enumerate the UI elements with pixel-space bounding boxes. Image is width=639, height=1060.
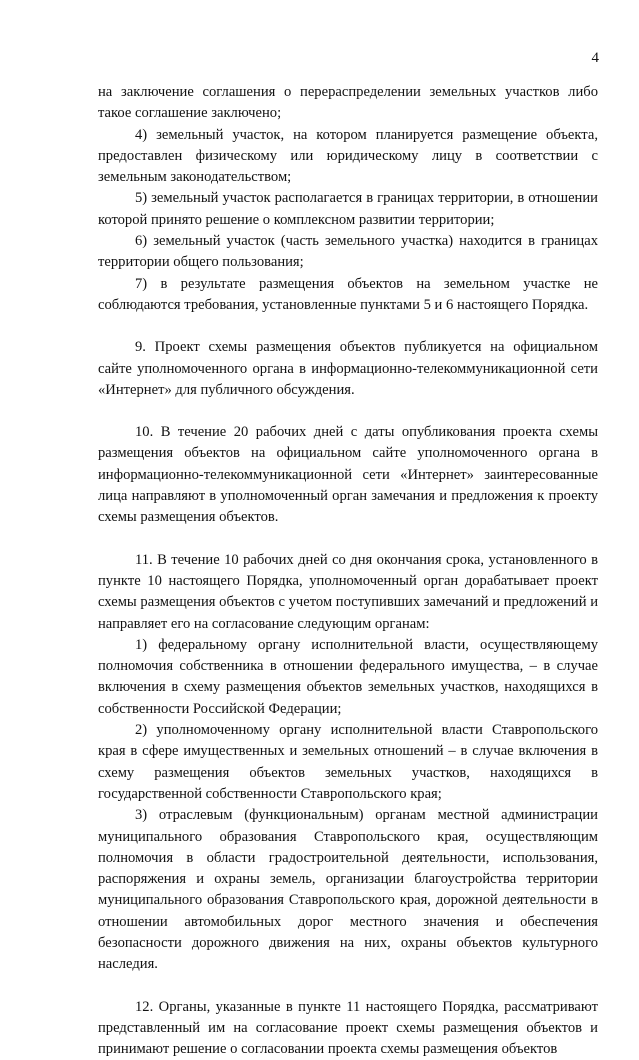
paragraph-item-6: 6) земельный участок (часть земельного участка) находится в границах территории общего пользования;	[98, 233, 598, 271]
paragraph-clause-11-1: 1) федеральному органу исполнительной власти, осуществляющему полномочия собственника в отношении федерального имущества, – в случае включения в схему размещения объектов земельных участков, находящихся в собственности Российской Федерации;	[98, 636, 598, 717]
page-number: 4	[591, 50, 599, 66]
paragraph-clause-9: 9. Проект схемы размещения объектов публикуется на официальном сайте уполномоченного органа в информационно-телекоммуникационной сети «Интернет» для публичного обсуждения.	[98, 339, 598, 398]
paragraph-item-7: 7) в результате размещения объектов на земельном участке не соблюдаются требования, установленные пунктами 5 и 6 настоящего Порядка.	[98, 275, 598, 313]
paragraph-item-4: 4) земельный участок, на котором планируется размещение объекта, предоставлен физическому или юридическому лицу в соответствии с земельным законодательством;	[98, 126, 598, 186]
paragraph-clause-11-2: 2) уполномоченному органу исполнительной власти Ставропольского края в сфере имущественных и земельных отношений – в случае включения в схему размещения объектов земельных участков, находящихся в государственной собственности Ставропольского края;	[98, 722, 598, 802]
paragraph-continuation: на заключение соглашения о перераспределении земельных участков либо такое соглашение заключено;	[98, 84, 598, 122]
paragraph-clause-12: 12. Органы, указанные в пункте 11 настоящего Порядка, рассматривают представленный им на согласование проект схемы размещения объектов и принимают решение о согласовании проекта схемы размещения объектов	[98, 998, 598, 1058]
paragraph-clause-11-3: 3) отраслевым (функциональным) органам местной администрации муниципального образования Ставропольского края, осуществляющим полномочия в области градостроительной деятельности, использования, распоряжения и охраны земель, организации благоустройства территории муниципального образования Ставропольского края, дорожной деятельности в отношении автомобильных дорог местного значения и обеспечения безопасности дорожного движения на них, охраны объектов культурного наследия.	[98, 807, 598, 973]
paragraph-clause-10: 10. В течение 20 рабочих дней с даты опубликования проекта схемы размещения объектов на официальном сайте уполномоченного органа в информационно-телекоммуникационной сети «Интернет» заинтересованные лица направляют в уполномоченный орган замечания и предложения к проекту схемы размещения объектов.	[98, 424, 598, 526]
document-body	[98, 82, 598, 1060]
paragraph-clause-11: 11. В течение 10 рабочих дней со дня окончания срока, установленного в пункте 10 настоящего Порядка, уполномоченный орган дорабатывает проект схемы размещения объектов с учетом поступивших замечаний и предложений и направляет его на согласование следующим органам:	[98, 551, 598, 632]
paragraph-item-5: 5) земельный участок располагается в границах территории, в отношении которой принято решение о комплексном развитии территории;	[98, 190, 598, 228]
